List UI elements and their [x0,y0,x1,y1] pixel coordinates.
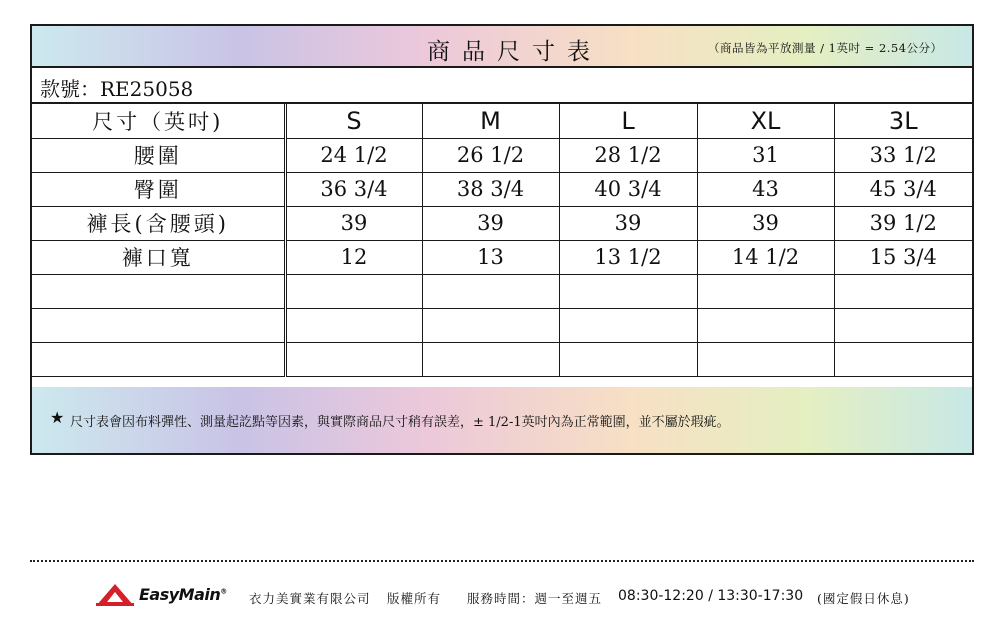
empty-cell [834,274,972,308]
table-cell: 33 1/2 [834,138,972,172]
empty-cell [285,342,422,376]
tolerance-text: 尺寸表會因布料彈性、測量起訖點等因素，與實際商品尺寸稍有誤差，± 1/2-1英吋內為正常範圍，並不屬於瑕疵。 [70,415,730,430]
chart-title: 商品尺寸表 [427,39,602,65]
empty-cell [422,274,559,308]
company-name: 衣力美實業有限公司 [249,591,371,606]
size-table [32,104,972,377]
header-label: 尺寸（英吋) [32,104,285,138]
table-cell: 39 [422,206,559,240]
empty-cell [32,342,285,376]
row-label: 褲長(含腰頭) [32,206,285,240]
table-cell: 39 [697,206,834,240]
table-cell: 28 1/2 [559,138,697,172]
table-cell: 26 1/2 [422,138,559,172]
size-header: XL [697,104,834,138]
table-cell: 12 [285,240,422,274]
model-row [32,68,972,104]
empty-cell [32,274,285,308]
copyright-text: 版權所有 [387,591,442,606]
size-header: 3L [834,104,972,138]
empty-cell [285,274,422,308]
measurement-note: （商品皆為平放測量 / 1英吋 = 2.54公分） [708,41,943,55]
table-cell: 38 3/4 [422,172,559,206]
service-hours-time: 08:30-12:20 / 13:30-17:30 [618,588,804,604]
table-cell: 36 3/4 [285,172,422,206]
empty-row [32,274,972,308]
empty-cell [834,342,972,376]
brand-name: EasyMain® [139,585,227,604]
tolerance-note [32,387,972,453]
table-row [32,240,972,274]
row-label: 褲口寬 [32,240,285,274]
size-header: L [559,104,697,138]
table-cell: 31 [697,138,834,172]
empty-cell [559,308,697,342]
empty-cell [697,342,834,376]
size-chart [30,24,974,455]
table-cell: 40 3/4 [559,172,697,206]
table-cell: 45 3/4 [834,172,972,206]
service-hours-label: 服務時間：週一至週五 [467,591,603,606]
row-label: 臀圍 [32,172,285,206]
empty-row [32,342,972,376]
empty-row [32,308,972,342]
table-cell: 13 [422,240,559,274]
table-row [32,172,972,206]
table-cell: 39 1/2 [834,206,972,240]
empty-cell [834,308,972,342]
empty-cell [32,308,285,342]
table-row [32,206,972,240]
empty-cell [285,308,422,342]
empty-cell [559,342,697,376]
table-cell: 43 [697,172,834,206]
table-cell: 24 1/2 [285,138,422,172]
size-header: M [422,104,559,138]
mountain-logo-icon [95,583,135,607]
row-label: 腰圍 [32,138,285,172]
table-cell: 39 [559,206,697,240]
table-header-row [32,104,972,138]
table-row [32,138,972,172]
model-number: 款號：RE25058 [40,77,194,101]
table-cell: 13 1/2 [559,240,697,274]
holiday-note: (國定假日休息) [817,591,910,606]
table-cell: 14 1/2 [697,240,834,274]
divider [30,560,974,562]
empty-cell [697,274,834,308]
empty-cell [422,342,559,376]
empty-cell [697,308,834,342]
table-cell: 39 [285,206,422,240]
empty-cell [559,274,697,308]
title-bar [32,26,972,68]
size-header: S [285,104,422,138]
empty-cell [422,308,559,342]
star-icon: ★ [50,408,65,427]
table-cell: 15 3/4 [834,240,972,274]
